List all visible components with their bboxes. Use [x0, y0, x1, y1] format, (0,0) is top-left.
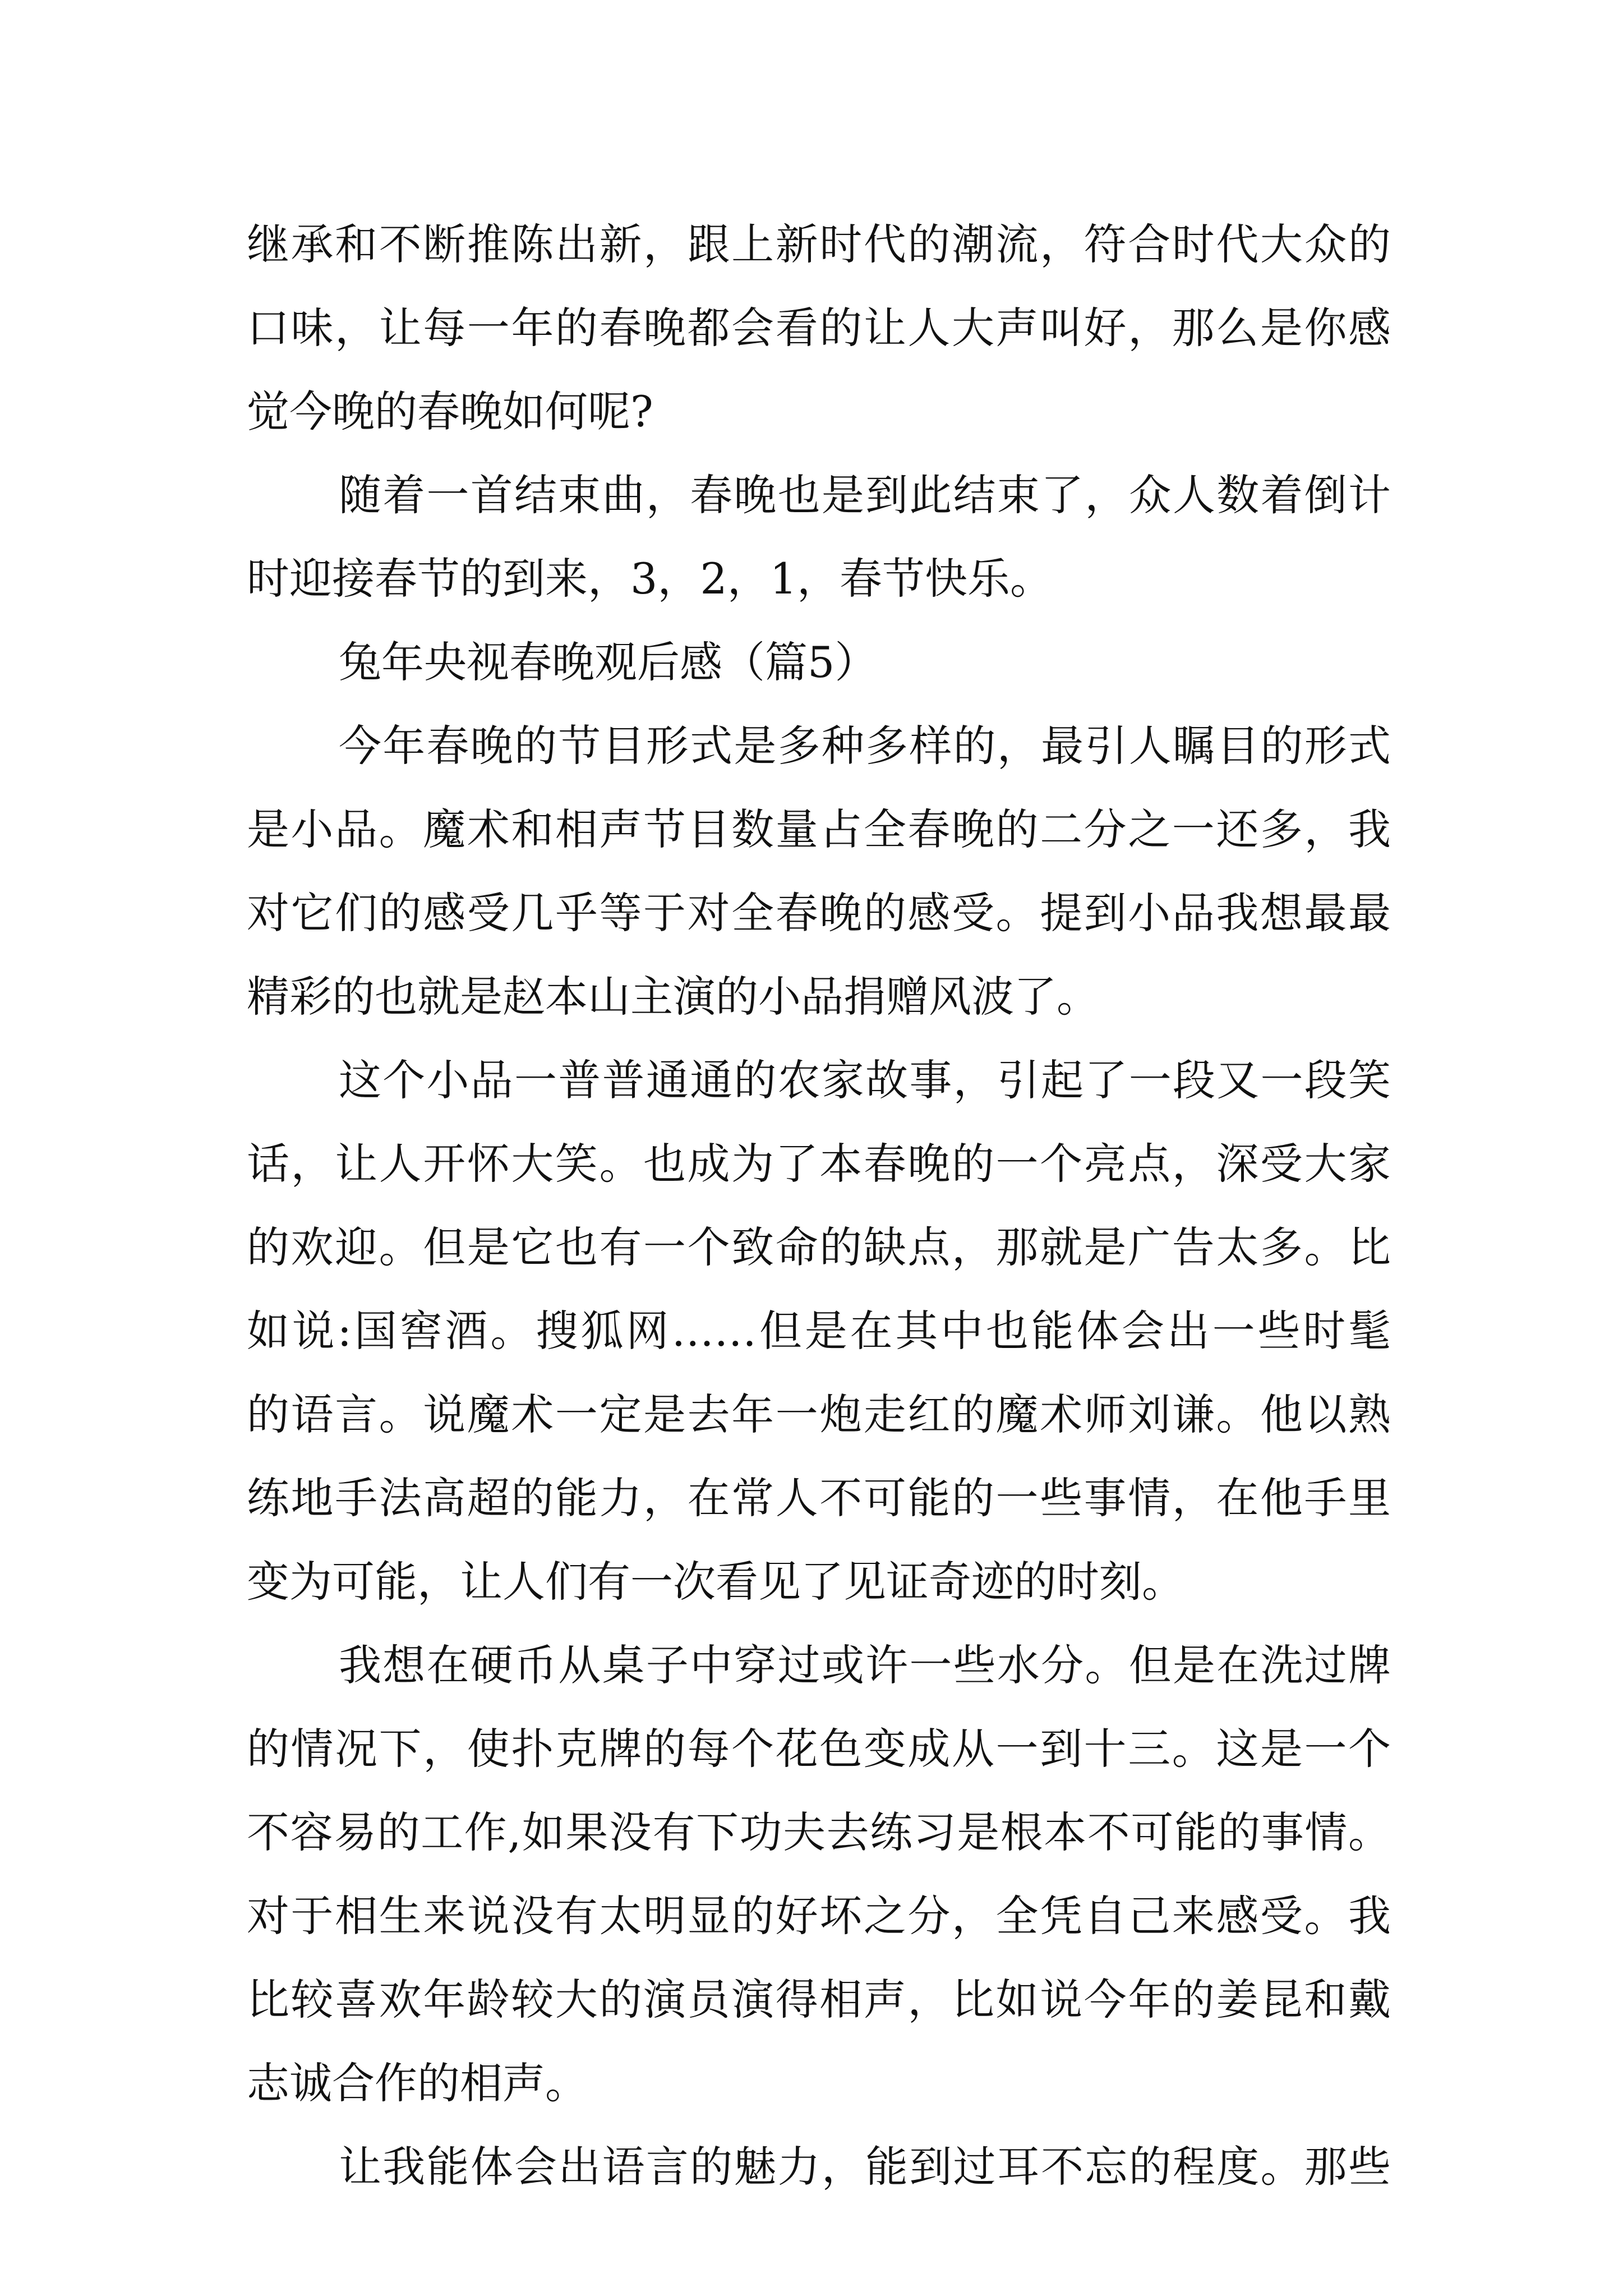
paragraph-first-line: 这个小品一普普通通的农家故事，引起了一段又一段笑 — [339, 1055, 1391, 1105]
text-line: 练地手法高超的能力，在常人不可能的一些事情，在他手里 — [247, 1473, 1391, 1523]
text-line: 的情况下，使扑克牌的每个花色变成从一到十三。这是一个 — [247, 1724, 1391, 1774]
text-line: 不容易的工作,如果没有下功夫去练习是根本不可能的事情。 — [247, 1807, 1391, 1857]
text-line: 的语言。说魔术一定是去年一炮走红的魔术师刘谦。他以熟 — [247, 1389, 1391, 1439]
text-line: 的欢迎。但是它也有一个致命的缺点，那就是广告太多。比 — [247, 1222, 1391, 1272]
text-line: 对于相生来说没有太明显的好坏之分，全凭自己来感受。我 — [247, 1891, 1391, 1941]
paragraph-first-line: 我想在硬币从桌子中穿过或许一些水分。但是在洗过牌 — [339, 1640, 1391, 1690]
text-line: 变为可能，让人们有一次看见了见证奇迹的时刻。 — [247, 1557, 1184, 1607]
text-line: 觉今晚的春晚如何呢? — [247, 386, 653, 436]
paragraph-first-line: 让我能体会出语言的魅力，能到过耳不忘的程度。那些 — [339, 2142, 1391, 2192]
text-line: 志诚合作的相声。 — [247, 2058, 588, 2108]
text-line: 如说:国窖酒。搜狐网……但是在其中也能体会出一些时髦 — [247, 1306, 1391, 1356]
text-line: 继承和不断推陈出新，跟上新时代的潮流，符合时代大众的 — [247, 219, 1391, 269]
text-line: 话，让人开怀大笑。也成为了本春晚的一个亮点，深受大家 — [247, 1139, 1391, 1189]
text-line: 精彩的也就是赵本山主演的小品捐赠风波了。 — [247, 972, 1099, 1022]
paragraph-first-line: 随着一首结束曲，春晚也是到此结束了，众人数着倒计 — [339, 470, 1391, 520]
text-line: 时迎接春节的到来，3，2，1，春节快乐。 — [247, 554, 1053, 604]
section-heading: 兔年央视春晚观后感（篇5） — [339, 637, 878, 687]
text-line: 对它们的感受几乎等于对全春晚的感受。提到小品我想最最 — [247, 888, 1391, 938]
paragraph-first-line: 今年春晚的节目形式是多种多样的，最引人瞩目的形式 — [339, 721, 1391, 771]
text-line: 比较喜欢年龄较大的演员演得相声，比如说今年的姜昆和戴 — [247, 1975, 1391, 2024]
text-line: 是小品。魔术和相声节目数量占全春晚的二分之一还多，我 — [247, 804, 1391, 854]
text-line: 口味，让每一年的春晚都会看的让人大声叫好，那么是你感 — [247, 303, 1391, 353]
